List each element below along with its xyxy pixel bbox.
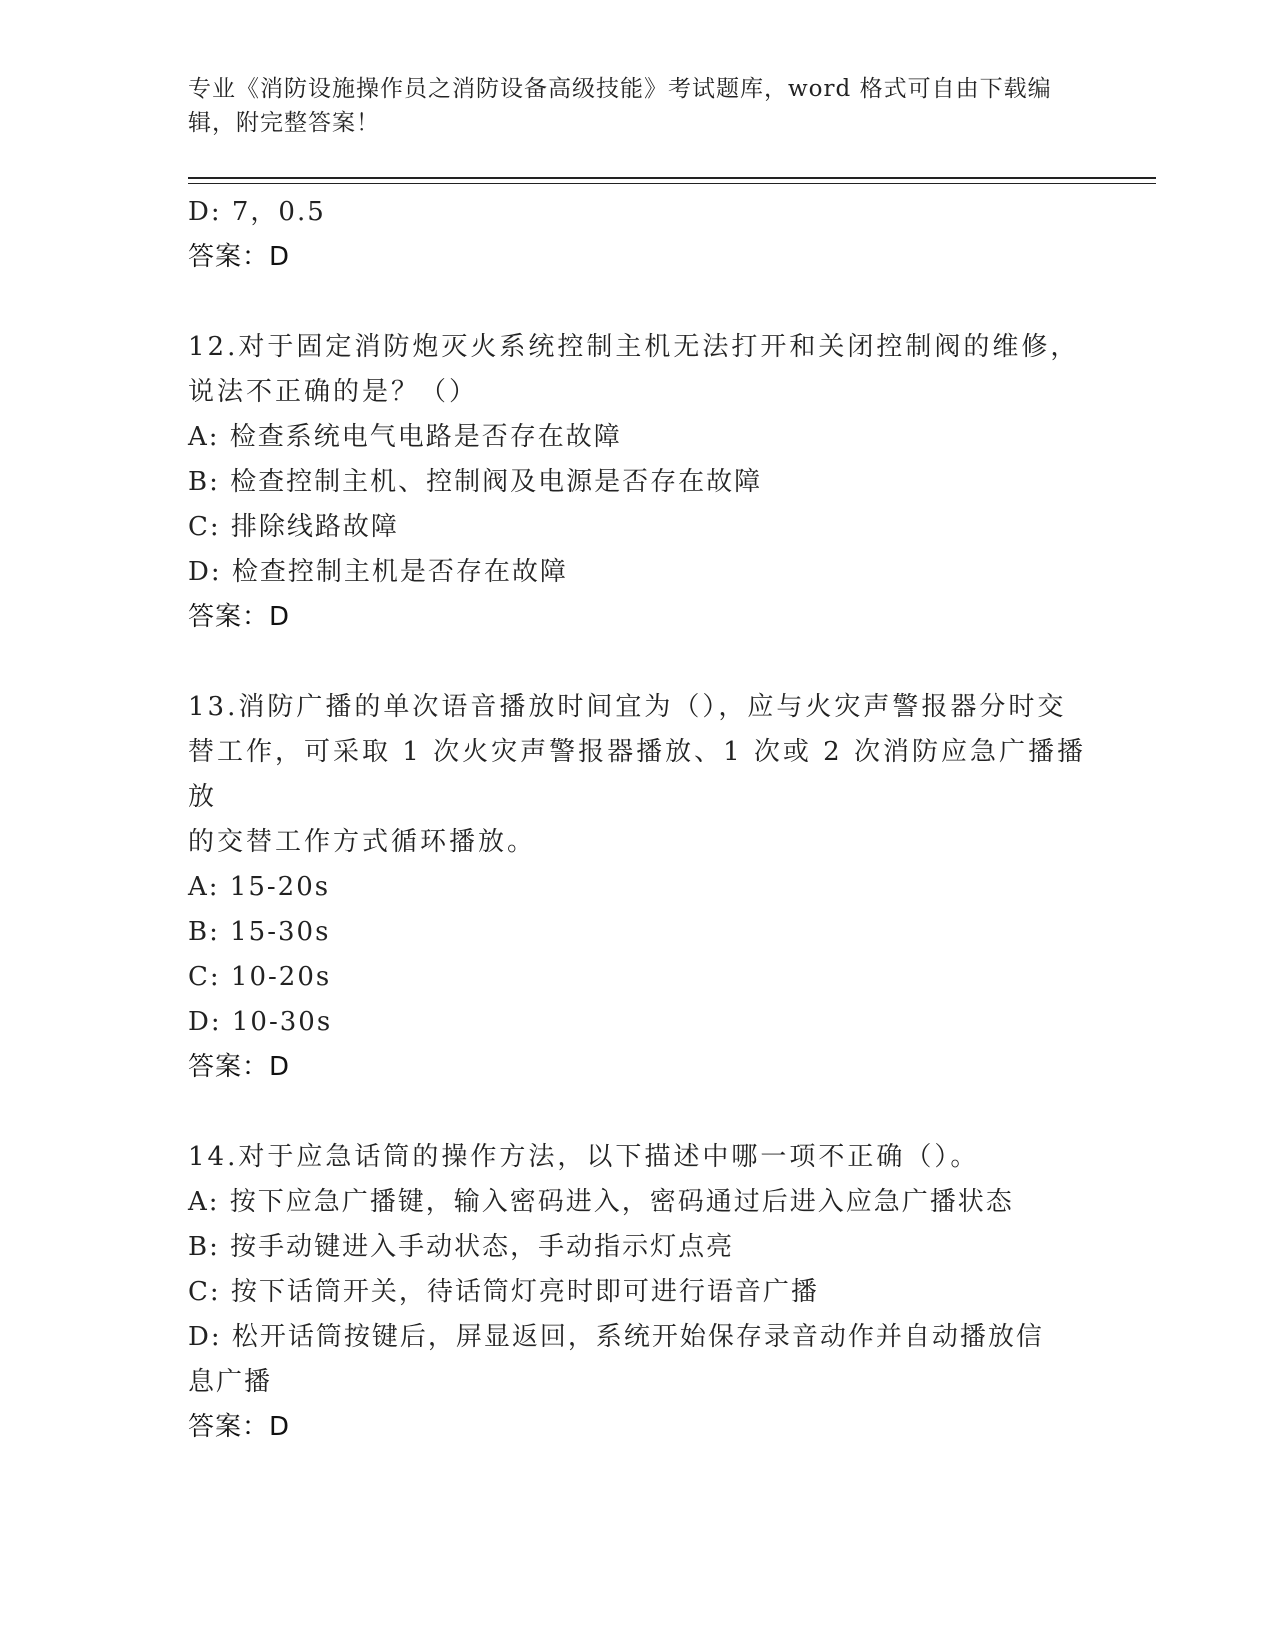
- answer-label: 答案：D: [188, 242, 291, 272]
- answer-label: 答案：D: [188, 602, 291, 632]
- question-stem: 13.消防广播的单次语音播放时间宜为（），应与火灾声警报器分时交: [188, 692, 1067, 722]
- spacer: [188, 640, 1088, 685]
- header-divider-thick: [188, 177, 1156, 179]
- option-b: B: 按手动键进入手动状态，手动指示灯点亮: [188, 1232, 735, 1262]
- option-b: B: 15-30s: [188, 917, 331, 947]
- option-d: D: 10-30s: [188, 1007, 333, 1037]
- answer-label: 答案：D: [188, 1412, 291, 1442]
- header-divider-thin: [188, 183, 1156, 184]
- spacer: [188, 1090, 1088, 1135]
- option-b: B: 检查控制主机、控制阀及电源是否存在故障: [188, 467, 763, 497]
- question-stem-continued: 替工作，可采取 1 次火灾声警报器播放、1 次或 2 次消防应急广播播放: [188, 737, 1086, 812]
- header-line-2: 辑，附完整答案！: [188, 110, 380, 136]
- option-a: A: 按下应急广播键，输入密码进入，密码通过后进入应急广播状态: [188, 1187, 1014, 1217]
- previous-question-tail: [188, 190, 1088, 280]
- option-d-continued: 息广播: [188, 1367, 273, 1397]
- question-14: [188, 1135, 1088, 1450]
- header-line-1: 专业《消防设施操作员之消防设备高级技能》考试题库，word 格式可自由下载编: [188, 76, 1052, 102]
- option-d: D: 检查控制主机是否存在故障: [188, 557, 568, 587]
- option-d: D: 松开话筒按键后，屏显返回，系统开始保存录音动作并自动播放信: [188, 1322, 1044, 1352]
- spacer: [188, 280, 1088, 325]
- question-list: [188, 190, 1088, 1450]
- option-c: C: 按下话筒开关，待话筒灯亮时即可进行语音广播: [188, 1277, 819, 1307]
- document-header: [188, 72, 1068, 140]
- option-c: C: 10-20s: [188, 962, 332, 992]
- option-c: C: 排除线路故障: [188, 512, 399, 542]
- question-12: [188, 325, 1088, 640]
- option-a: A: 15-20s: [188, 872, 331, 902]
- option-d: D: 7，0.5: [188, 197, 326, 227]
- question-stem: 12.对于固定消防炮灭火系统控制主机无法打开和关闭控制阀的维修，: [188, 332, 1080, 362]
- question-stem-continued: 的交替工作方式循环播放。: [188, 827, 537, 857]
- question-13: [188, 685, 1088, 1090]
- option-a: A: 检查系统电气电路是否存在故障: [188, 422, 622, 452]
- question-stem: 14.对于应急话筒的操作方法，以下描述中哪一项不正确（）。: [188, 1142, 980, 1172]
- question-stem-continued: 说法不正确的是？（）: [188, 377, 479, 407]
- answer-label: 答案：D: [188, 1052, 291, 1082]
